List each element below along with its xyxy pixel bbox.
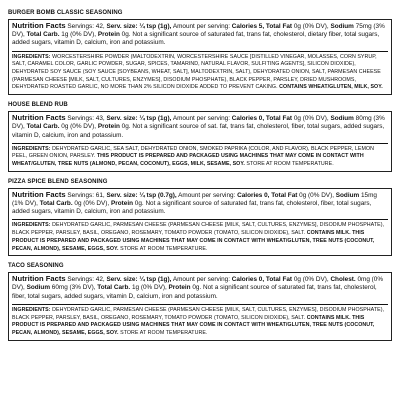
sodium-value: 75mg (3% DV), (12, 23, 385, 39)
ingredients-list: DEHYDRATED GARLIC, PARMESAN CHEESE (PARMESAN CHEESE [MILK, SALT, CULTURES, ENZYMES], DISODIUM PHOSPHATE), BLACK PEPPER, PARSLEY, BASIL, OREGANO, ROSEMARY, TOMATO POWDER (TOMATO, SILICON DIOXIDE), SALT. (12, 222, 385, 237)
servings-text: Servings: 42, (67, 23, 105, 30)
nutrition-facts-box (8, 188, 392, 256)
ingredients-list: WORCESTERSHIRE POWDER (MALTODEXTRIN, WORCESTERSHIRE SAUCE [DISTILLED VINEGAR, MOLASSES, CORN SYRUP, SALT, CARAMEL COLOR, GARLIC POWDER, SUGAR, SPICES, TAMARIND, NATURAL FLAVOR, SULFITING AGENTS], SILICON DIOXIDE), DEHYDRATED SOY SAUCE (SOY SAUCE [SOYBEANS, WHEAT, SALT], MALTODEXTRIN, SALT), DEHYDRATED ONION, SALT, PARMESAN CHEESE (PARMESAN CHEESE [MILK, SALT, CULTURES, ENZYMES], DISODIUM PHOSPHATE), BLACK PEPPER, PARSLEY, DRIED MUSHROOMS, DEHYDRATED ROASTED GARLIC, NO MORE THAN 2% SILICON DIOXIDE ADDED TO PREVENT CAKING. (12, 53, 381, 91)
amount-per-serving: Amount per serving: (172, 276, 231, 284)
protein-label: Protein (97, 31, 120, 39)
sodium-value: 80mg (3% DV), (12, 115, 385, 131)
total-fat-value: 0g (0% DV), (299, 191, 334, 199)
ingredients-text (12, 51, 388, 93)
total-fat-label: Total Fat (271, 191, 298, 199)
amount-per-serving: Amount per serving: (172, 115, 231, 123)
servings-text: Servings: 61, (67, 191, 105, 199)
allergen-statement: CONTAINS MILK. THIS PRODUCT IS PREPARED AND PACKAGED USING MACHINES THAT MAY COME IN CONTACT WITH WHEAT/GLUTEN, TREE NUTS (COCONUT, PECAN, ALMOND), SESAME, EGGS, SOY. (12, 230, 375, 252)
total-fat-label: Total Fat (265, 115, 293, 123)
product-title: PIZZA SPICE BLEND SEASONING (8, 178, 108, 185)
serving-size-label: Serv. size: (106, 23, 138, 30)
ingredients-label: INGREDIENTS: (12, 306, 51, 313)
nutrition-facts-label: Nutrition Facts (12, 21, 66, 30)
sodium-value: 15mg (1% DV), (12, 191, 377, 208)
serving-size-label: Serv. size: (106, 276, 138, 284)
allergen-statement: CONTAINS MILK. THIS PRODUCT IS PREPARED AND PACKAGED USING MACHINES THAT MAY COME IN CONTACT WITH WHEAT/GLUTEN, TREE NUTS (COCONUT, PECAN, ALMOND), SESAME, EGGS, SOY. (12, 314, 375, 336)
total-fat-value: 0g (0% DV), (293, 23, 329, 30)
nutrition-facts-text (12, 22, 388, 48)
protein-value: 0g. Not a significant source of sat. fat, trans fat, cholesterol, fiber, total sugars, added sugars, vitamin D, calcium, iron and potassium. (12, 123, 385, 139)
serving-size-value: ¼ tsp (1g), (139, 23, 172, 30)
protein-label: Protein (97, 123, 120, 131)
total-carb-label: Total Carb. (97, 284, 131, 292)
calories-value: Calories 5, (231, 23, 265, 30)
total-fat-label: Total Fat (265, 23, 293, 30)
cholesterol-label: Cholest. (330, 276, 356, 284)
servings-text: Servings: 42, (67, 276, 105, 284)
amount-per-serving: Amount per serving: (172, 23, 231, 30)
product-section-taco (8, 263, 392, 340)
protein-value: 0g. Not a significant source of saturated fat, trans fat, cholesterol, dietary fiber, total sugars, added sugars, vitamin D, calcium, iron and potassium. (12, 31, 380, 47)
product-title: BURGER BOMB CLASSIC SEASONING (8, 10, 123, 16)
nutrition-facts-box (8, 272, 392, 340)
total-carb-value: 1g (0% DV), (61, 31, 97, 39)
protein-value: 0g. Not a significant source of saturated fat, trans fat, cholesterol, fiber, total sugars, added sugars, vitamin D, calcium, iron and potassium. (12, 200, 372, 216)
servings-text: Servings: 43, (67, 115, 105, 123)
sodium-label: Sodium (330, 115, 354, 123)
ingredients-text (12, 219, 388, 253)
ingredients-text (12, 143, 388, 169)
product-title: HOUSE BLEND RUB (8, 102, 68, 109)
product-section-burger-bomb (8, 10, 392, 95)
calories-value: Calories 0, (231, 276, 265, 284)
nutrition-facts-text (12, 114, 388, 140)
ingredients-label: INGREDIENTS: (12, 145, 51, 152)
protein-label: Protein (110, 200, 133, 208)
total-carb-value: 1g (0% DV), (131, 284, 167, 292)
serving-size-value: ¼ tsp (0.7g), (139, 191, 177, 199)
product-section-pizza-spice (8, 179, 392, 256)
nutrition-facts-box (8, 111, 392, 172)
serving-size-value: ¼ tsp (1g), (139, 115, 172, 123)
nutrition-facts-box (8, 19, 392, 95)
nutrition-facts-label: Nutrition Facts (12, 274, 66, 284)
total-carb-label: Total Carb. (39, 200, 73, 208)
total-carb-value: 0g (0% DV), (74, 200, 110, 208)
protein-label: Protein (168, 284, 191, 292)
nutrition-facts-label: Nutrition Facts (12, 113, 66, 123)
nutrition-facts-text (12, 275, 388, 301)
total-carb-label: Total Carb. (26, 123, 60, 131)
total-carb-value: 0g (0% DV), (61, 123, 97, 131)
allergen-statement: THIS PRODUCT IS PREPARED AND PACKAGED USING MACHINES THAT MAY COME IN CONTACT WITH WHEAT/GLUTEN, TREE NUTS (ALMOND, PECAN, COCONUT), EGGS, MILK, SESAME, SOY. (12, 153, 364, 168)
calories-value: Calories 0, (231, 115, 265, 123)
calories-value: Calories 0, (237, 191, 270, 199)
ingredients-label: INGREDIENTS: (12, 53, 51, 60)
ingredients-label: INGREDIENTS: (12, 222, 51, 229)
nutrition-facts-label: Nutrition Facts (12, 189, 66, 199)
allergen-statement: CONTAINS WHEAT/GLUTEN, MILK, SOY. (279, 84, 383, 91)
ingredients-list: DEHYDRATED GARLIC, PARMESAN CHEESE (PARMESAN CHEESE [MILK, SALT, CULTURES, ENZYMES], DISODIUM PHOSPHATE), BLACK PEPPER, PARSLEY, BASIL, OREGANO, ROSEMARY, TOMATO POWDER (TOMATO, SILICON DIOXIDE), SALT. (12, 306, 385, 321)
sodium-label: Sodium (26, 284, 51, 292)
total-fat-value: 0g (0% DV), (293, 115, 329, 123)
sodium-value: 60mg (3% DV), (51, 284, 96, 292)
product-title: TACO SEASONING (8, 263, 64, 270)
product-section-house-blend (8, 102, 392, 172)
amount-per-serving: Amount per serving: (178, 191, 236, 199)
ingredients-list: DEHYDRATED GARLIC, SEA SALT, DEHYDRATED ONION, SMOKED PAPRIKA (COLOR, AND FLAVOR), BLACK PEPPER, LEMON PEEL, GREEN ONION, PARSLEY. (12, 145, 375, 160)
storage-statement: STORE AT ROOM TEMPERATURE. (120, 245, 208, 252)
protein-value: 0g. Not a significant source of saturated fat, trans fat, cholesterol, fiber, total sugars, added sugars, vitamin D, calcium, iron and potassium. (12, 284, 377, 300)
storage-statement: STORE AT ROOM TEMPERATURE. (120, 329, 208, 336)
storage-statement: STORE AT ROOM TEMPERATURE. (246, 161, 334, 168)
ingredients-text (12, 304, 388, 338)
serving-size-label: Serv. size: (106, 191, 138, 199)
sodium-label: Sodium (330, 23, 354, 30)
sodium-label: Sodium (335, 191, 360, 199)
cholesterol-value: 0mg (0% DV), (12, 276, 384, 292)
serving-size-label: Serv. size: (106, 115, 138, 123)
serving-size-value: ¼ tsp (1g), (139, 276, 172, 284)
total-fat-label: Total Fat (265, 276, 293, 284)
total-fat-value: 0g (0% DV), (293, 276, 329, 284)
nutrition-facts-text (12, 191, 388, 217)
total-carb-label: Total Carb. (26, 31, 60, 39)
